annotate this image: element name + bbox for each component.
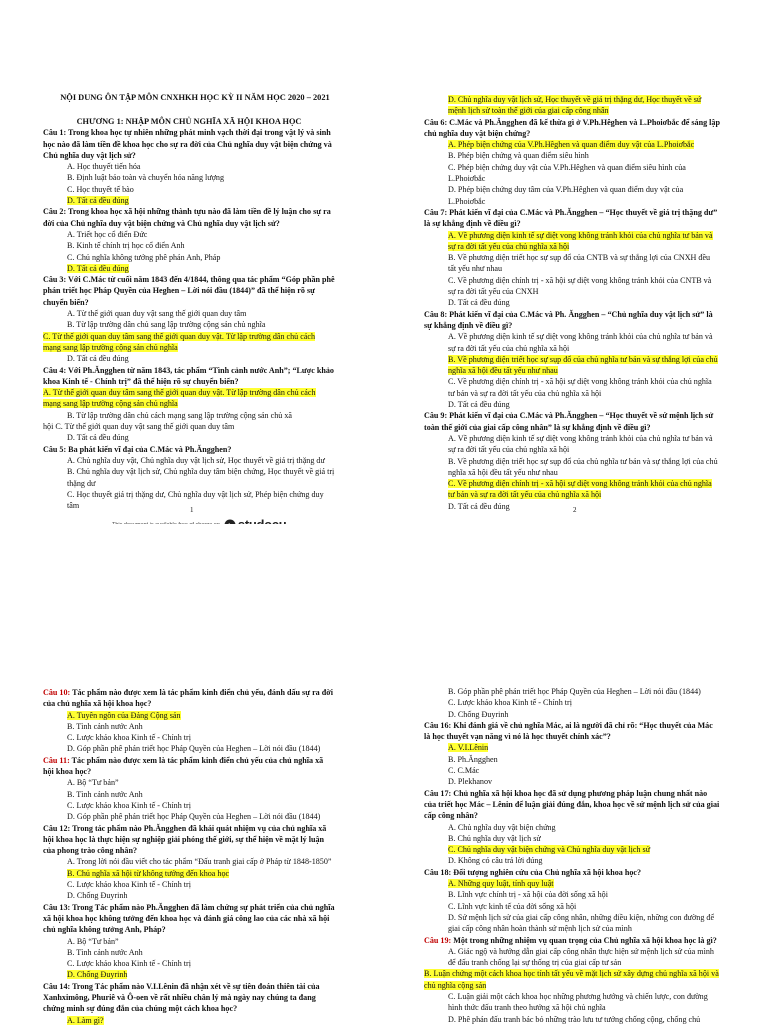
answer-option: C. Lược khảo khoa Kinh tế - Chính trị	[67, 880, 191, 890]
page-2-column	[424, 94, 720, 512]
answer-option: C. Lĩnh vực kinh tế của đời sống xã hội	[448, 901, 577, 911]
answer-option: A. Giác ngộ và hướng dẫn giai cấp công nhân thực hiện sứ mệnh lịch sử của mình để đấu tranh chống lại sự thống trị của giai cấp tư sản	[448, 946, 714, 968]
question-6: Câu 6: C.Mác và Ph.Ăngghen đã kế thừa gì ở V.Ph.Hêghen và L.Phoiơbắc để sáng lập chủ nghĩa duy vật biện chứng?	[424, 117, 720, 138]
answer-option: A. Chủ nghĩa duy vật biện chứng	[448, 822, 556, 832]
answer-option: C. Về phương diện chính trị - xã hội sự diệt vong không tránh khỏi của CNTB và sự ra đời tất yếu của CNXH	[448, 275, 712, 297]
answer-option-correct: D. Chủ nghĩa duy vật lịch sử, Học thuyết về giá trị thặng dư, Học thuyết về sứ mệnh lịch sử toàn thế giới của giai cấp công nhân	[448, 95, 702, 116]
answer-option: A. Về phương diện kinh tế sự diệt vong không tránh khỏi của chủ nghĩa tư bản và sự ra đời tất yếu của chủ nghĩa xã hội	[448, 332, 713, 353]
answer-option: D. Góp phần phê phán triết học Pháp Quyền của Heghen – Lời nói đầu (1844)	[67, 744, 321, 754]
answer-option: B. Từ lập trường dân chủ sang lập trường cộng sản chủ nghĩa	[67, 320, 266, 330]
answer-option: C. Chủ nghĩa không tưởng phê phán Anh, Pháp	[67, 252, 221, 262]
question-12: Câu 12: Trong tác phẩm nào Ph.Ăngghen đã khái quát nhiệm vụ của chủ nghĩa xã hội khoa học là thực hiện sự nghiệp giải phóng thế giới, sự thể hiện về mặt lý luận của phong trào công nhân?	[43, 823, 327, 856]
answer-option-correct: A. Những quy luật, tính quy luật	[448, 879, 554, 889]
answer-option: A. Về phương diện kinh tế sự diệt vong không tránh khỏi của chủ nghĩa tư bản và sự ra đời tất yếu của chủ nghĩa xã hội	[448, 433, 713, 455]
answer-option: D. Tất cả đều đúng	[67, 433, 129, 443]
answer-option: B. Kinh tế chính trị học cổ điển Anh	[67, 241, 185, 251]
question-8: Câu 8: Phát kiến vĩ đại của C.Mác và Ph. Ăngghen – “Chủ nghĩa duy vật lịch sử” là sự khẳng định về điều gì?	[424, 309, 713, 330]
answer-option: B. Từ lập trường dân chủ cách mạng sang lập trường cộng sản chủ xã	[67, 410, 292, 420]
answer-option: B. Góp phần phê phán triết học Pháp Quyền của Heghen – Lời nói đầu (1844)	[448, 687, 701, 696]
document-title: NỘI DUNG ÔN TẬP MÔN CNXHKH HỌC KỲ II NĂM HỌC 2020 – 2021	[60, 93, 330, 102]
answer-option: C. Về phương diện chính trị - xã hội sự diệt vong không tránh khỏi của chủ nghĩa tư bản và sự ra đời tất yếu của chủ nghĩa xã hội	[448, 377, 712, 398]
chapter-title: CHƯƠNG 1: NHẬP MÔN CHỦ NGHĨA XÃ HỘI KHOA HỌC	[76, 117, 302, 126]
answer-option: B. Về phương diện triết học sự sụp đổ của CNTB và sự thắng lợi của CNXH đều tất yếu như nhau	[448, 253, 711, 274]
question-9: Câu 9: Phát kiến vĩ đại của C.Mác và Ph.Ăngghen – “Học thuyết về sứ mệnh lịch sử toàn thế giới của giai cấp công nhân” là sự khẳng định về điều gì?	[424, 411, 714, 432]
question-4: Câu 4: Với Ph.Ăngghen từ năm 1843, tác phẩm “Tình cảnh nước Anh”; “Lược khảo khoa Kinh tế - Chính trị” đã thể hiện rõ sự chuyển biến?	[43, 365, 334, 386]
answer-option-correct: D. Tất cả đều đúng	[67, 196, 129, 206]
answer-option: B. Tình cảnh nước Anh	[67, 947, 143, 957]
answer-option: D. Phép biện chứng duy tâm của V.Ph.Hêghen và quan điểm duy vật của L.Phoiơbắc	[448, 185, 684, 206]
answer-option: D. Tất cả đều đúng	[448, 400, 510, 410]
answer-option-correct: B. Về phương diện triết học sự sụp đổ của chủ nghĩa tư bản và sự thắng lợi của chủ nghĩa xã hội đều tất yếu như nhau	[448, 354, 718, 376]
answer-option-correct: C. Từ thế giới quan duy tâm sang thế giới quan duy vật. Từ lập trường dân chủ cách mạng sang lập trường cộng sản chủ nghĩa	[43, 331, 316, 352]
answer-option-correct: A. Tuyên ngôn của Đảng Cộng sản	[67, 710, 181, 720]
answer-option: B. Tình cảnh nước Anh	[67, 789, 143, 799]
question-5: Câu 5: Ba phát kiến vĩ đại của C.Mác và Ph.Ăngghen?	[43, 444, 232, 454]
question-13: Câu 13: Trong Tác phẩm nào Ph.Ăngghen đã làm chứng sự phát triển của chủ nghĩa xã hội khoa học không tưởng đến khoa học và đánh giá công lao của các nhà xã hội chủ nghĩa không tưởng Anh, Pháp?	[43, 902, 335, 935]
answer-option: hội C. Từ thế giới quan duy vật sang thế giới quan duy tâm	[43, 422, 235, 432]
question-2: Câu 2: Trong khoa học xã hội những thành tựu nào đã làm tiền đề lý luận cho sự ra đời của Chủ nghĩa duy vật biện chứng và Chủ nghĩa duy vật lịch sử?	[43, 207, 331, 228]
answer-option: A. Triết học cổ điển Đức	[67, 229, 148, 239]
question-10: Tác phẩm nào được xem là tác phẩm kinh điển chủ yếu, đánh dấu sự ra đời của chủ nghĩa xã hội khoa học?	[43, 688, 333, 709]
answer-option: A. Chủ nghĩa duy vật, Chủ nghĩa duy vật lịch sử, Học thuyết về giá trị thặng dư	[67, 455, 325, 465]
question-1: Câu 1: Trong khoa học tự nhiên những phát minh vạch thời đại trong vật lý và sinh học nào đã làm tiền đề khoa học cho sự ra đời của Chủ nghĩa duy vật biện chứng và Chủ nghĩa duy vật lịch sử?	[43, 128, 332, 160]
answer-option-correct: A. Phép biện chứng của V.Ph.Hêghen và quan điểm duy vật của L.Phoiơbắc	[448, 140, 695, 150]
question-17: Câu 17: Chủ nghĩa xã hội khoa học đã sử dụng phương pháp luận chung nhất nào của triết học Mác – Lênin để luận giải đúng đắn, khoa học về sứ mệnh lịch sử của giai cấp công nhân?	[424, 788, 720, 821]
page-4-column	[424, 686, 720, 1025]
answer-option-correct: B. Luận chứng một cách khoa học tính tất yếu về mặt lịch sử xây dựng chủ nghĩa xã hội và chủ nghĩa cộng sản	[424, 969, 719, 990]
answer-option-correct: C. Chủ nghĩa duy vật biện chứng và Chủ nghĩa duy vật lịch sử	[448, 845, 651, 855]
answer-option-correct: A. Từ thế giới quan duy tâm sang thế giới quan duy vật. Từ lập trường dân chủ cách mạng sang lập trường cộng sản chủ nghĩa	[43, 388, 316, 409]
answer-option-correct: D. Chống Đuyrinh	[67, 970, 128, 980]
question-3: Câu 3: Với C.Mác từ cuối năm 1843 đến 4/1844, thông qua tác phẩm “Góp phần phê phán triết học Pháp Quyền của Heghen – Lời nói đầu (1844)” đã thể hiện rõ sự chuyển biến?	[43, 275, 335, 307]
answer-option: D. Tất cả đều đúng	[448, 501, 510, 511]
question-16: Câu 16: Khi đánh giá về chủ nghĩa Mác, ai là người đã chỉ rõ: “Học thuyết của Mác là học thuyết vạn năng vì nó là học thuyết chính xác”?	[424, 720, 713, 742]
answer-option-correct: B. Chủ nghĩa xã hội từ không tưởng đến khoa học	[67, 868, 230, 878]
answer-option: B. Ph.Ăngghen	[448, 754, 498, 764]
question-number: Câu 19:	[424, 935, 452, 945]
question-19: Một trong những nhiệm vụ quan trọng của Chủ nghĩa xã hội khoa học là gì?	[451, 935, 717, 945]
answer-option: C. Lược khảo khoa Kinh tế - Chính trị	[67, 800, 191, 810]
answer-option-correct: D. Tất cả đều đúng	[67, 263, 129, 273]
question-14: Câu 14: Trong Tác phẩm nào V.I.Lênin đã nhận xét về sự tiên đoán thiên tài của Xanhximông, Phuriê và Ô-oen về rất nhiều chân lý mà ngày nay chúng ta đang chứng minh sự đúng đắn của chúng một cách khoa học?	[43, 981, 320, 1014]
page-number: 1	[190, 506, 194, 514]
answer-option: C. Lược khảo khoa Kinh tế - Chính trị	[67, 959, 191, 969]
answer-option: D. Góp phần phê phán triết học Pháp Quyền của Heghen – Lời nói đầu (1844)	[67, 812, 321, 822]
answer-option: A. Từ thế giới quan duy vật sang thế giới quan duy tâm	[67, 309, 247, 319]
answer-option-correct: C. Về phương diện chính trị - xã hội sự diệt vong không tránh khỏi của chủ nghĩa tư bản và sự ra đời tất yếu của chủ nghĩa xã hội	[448, 479, 712, 500]
answer-option: A. Học thuyết tiến hóa	[67, 162, 141, 172]
answer-option: D. Phê phán đấu tranh bác bỏ những trào lưu tư tưởng chống cộng, chống chủ	[448, 1014, 701, 1024]
answer-option: A. Bộ “Tư bản”	[67, 936, 119, 946]
answer-option: B. Phép biện chứng và quan điểm siêu hình	[448, 151, 589, 161]
answer-option: A. Trong lời nói đầu viết cho tác phẩm “Đấu tranh giai cấp ở Pháp từ 1848-1850”	[67, 857, 332, 867]
question-11: Tác phẩm nào được xem là tác phẩm kinh điển chủ yếu của chủ nghĩa xã hội khoa học?	[43, 755, 324, 777]
question-7: Câu 7: Phát kiến vĩ đại của C.Mác và Ph.Ăngghen – “Học thuyết về giá trị thặng dư” là sự khẳng định về điều gì?	[424, 207, 718, 229]
answer-option: C. Lược khảo khoa Kinh tế - Chính trị	[448, 698, 572, 708]
answer-option-correct: A. Về phương diện kinh tế sự diệt vong không tránh khỏi của chủ nghĩa tư bản và sự ra đời tất yếu của chủ nghĩa xã hội	[448, 230, 713, 251]
answer-option: B. Về phương diện triết học sự sụp đổ của chủ nghĩa tư bản và sự thắng lợi của chủ nghĩa xã hội đều tất yếu như nhau	[448, 456, 718, 477]
page-gap	[0, 524, 768, 666]
question-18: Câu 18: Đối tượng nghiên cứu của Chủ nghĩa xã hội khoa học?	[424, 867, 642, 877]
page-1-column	[43, 104, 335, 511]
answer-option: B. Chủ nghĩa duy vật lịch sử	[448, 833, 541, 843]
answer-option: D. Không có câu trả lời đúng	[448, 856, 543, 866]
answer-option: D. Tất cả đều đúng	[448, 298, 510, 308]
answer-option: B. Định luật bảo toàn và chuyển hóa năng lượng	[67, 173, 225, 183]
answer-option: D. Chống Đuyrinh	[67, 891, 128, 901]
answer-option: B. Chủ nghĩa duy vật lịch sử, Chủ nghĩa duy tâm biện chứng, Học thuyết về giá trị thặng dư	[67, 467, 335, 488]
answer-option: C. Học thuyết tế bào	[67, 184, 134, 194]
answer-option: C. C.Mác	[448, 766, 480, 776]
answer-option: B. Lĩnh vực chính trị - xã hội của đời sống xã hội	[448, 890, 608, 900]
answer-option-correct: A. Làm gì?	[67, 1015, 104, 1025]
answer-option: B. Tình cảnh nước Anh	[67, 721, 143, 731]
answer-option: A. Bộ “Tư bản”	[67, 778, 119, 788]
answer-option: D. Tất cả đều đúng	[67, 354, 129, 364]
answer-option: C. Luận giải một cách khoa học những phương hướng và chiến lược, con đường hình thức đấu tranh theo hướng xã hội chủ nghĩa	[448, 992, 708, 1013]
answer-option-correct: A. V.I.Lênin	[448, 743, 489, 753]
answer-option: D. Chống Đuyrinh	[448, 709, 509, 719]
answer-option: C. Lược khảo khoa Kinh tế - Chính trị	[67, 733, 191, 743]
question-number: Câu 10:	[43, 688, 71, 697]
page-3-column	[43, 687, 335, 1026]
question-number: Câu 11:	[43, 755, 70, 765]
answer-option: D. Sứ mệnh lịch sử của giai cấp công nhân, những điều kiện, những con đường để giai cấp công nhân hoàn thành sứ mệnh lịch sử của mình	[448, 912, 715, 934]
page-number: 2	[573, 506, 577, 514]
answer-option: D. Plekhanov	[448, 777, 493, 787]
answer-option: C. Phép biện chứng duy vật của V.Ph.Hêghen và quan điểm siêu hình của L.Phoiơbắc	[448, 162, 686, 184]
answer-option: C. Học thuyết giá trị thặng dư, Chủ nghĩa duy vật lịch sử, Phép biện chứng duy tâm	[67, 489, 324, 511]
